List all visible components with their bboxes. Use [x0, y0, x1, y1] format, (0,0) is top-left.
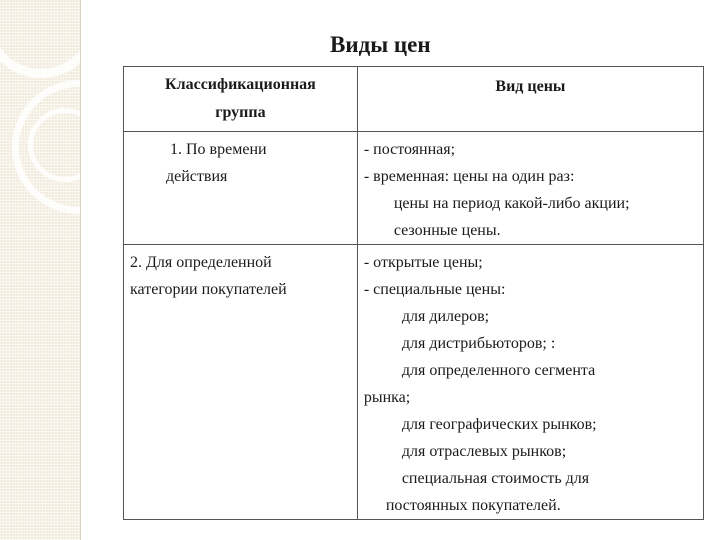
decorative-side-panel: [0, 0, 80, 540]
price-type-line: цены на период какой-либо акции;: [393, 195, 630, 212]
price-type-line: - открытые цены;: [363, 254, 483, 271]
header-left-line: группа: [215, 104, 266, 121]
price-types-cell: [357, 132, 703, 245]
price-type-line: для определенного сегмента: [401, 362, 596, 379]
price-type-line: постоянных покупателей.: [385, 497, 561, 514]
price-type-line: для дистрибьюторов; :: [401, 335, 556, 352]
price-type-line: для дилеров;: [401, 308, 490, 325]
table-row: [124, 245, 704, 520]
group-line: действия: [166, 168, 228, 185]
page-title: Виды цен: [330, 32, 431, 57]
price-type-line: для отраслевых рынков;: [401, 443, 567, 460]
group-cell: [124, 132, 358, 245]
group-line: категории покупателей: [130, 281, 287, 298]
price-type-line: - постоянная;: [363, 141, 456, 158]
decorative-circle: [0, 0, 80, 78]
group-line: 2. Для определенной: [130, 254, 272, 271]
price-type-line: специальная стоимость для: [401, 470, 590, 487]
table-header-row: [124, 67, 704, 132]
price-type-line: - временная: цены на один раз:: [363, 168, 575, 185]
group-line: 1. По времени: [170, 141, 267, 158]
price-types-cell: [357, 245, 703, 520]
price-type-line: рынка;: [363, 389, 411, 406]
price-type-line: - специальные цены:: [363, 281, 506, 298]
header-classification-group: [124, 67, 358, 132]
header-left-line: Классификационная: [165, 76, 316, 93]
side-panel-divider: [80, 0, 81, 540]
header-right-label: Вид цены: [495, 78, 566, 95]
table-row: [124, 132, 704, 245]
header-price-type: [357, 67, 703, 132]
price-types-table: [123, 66, 704, 520]
group-cell: [124, 245, 358, 520]
price-type-line: сезонные цены.: [393, 222, 501, 239]
price-type-line: для географических рынков;: [401, 416, 597, 433]
